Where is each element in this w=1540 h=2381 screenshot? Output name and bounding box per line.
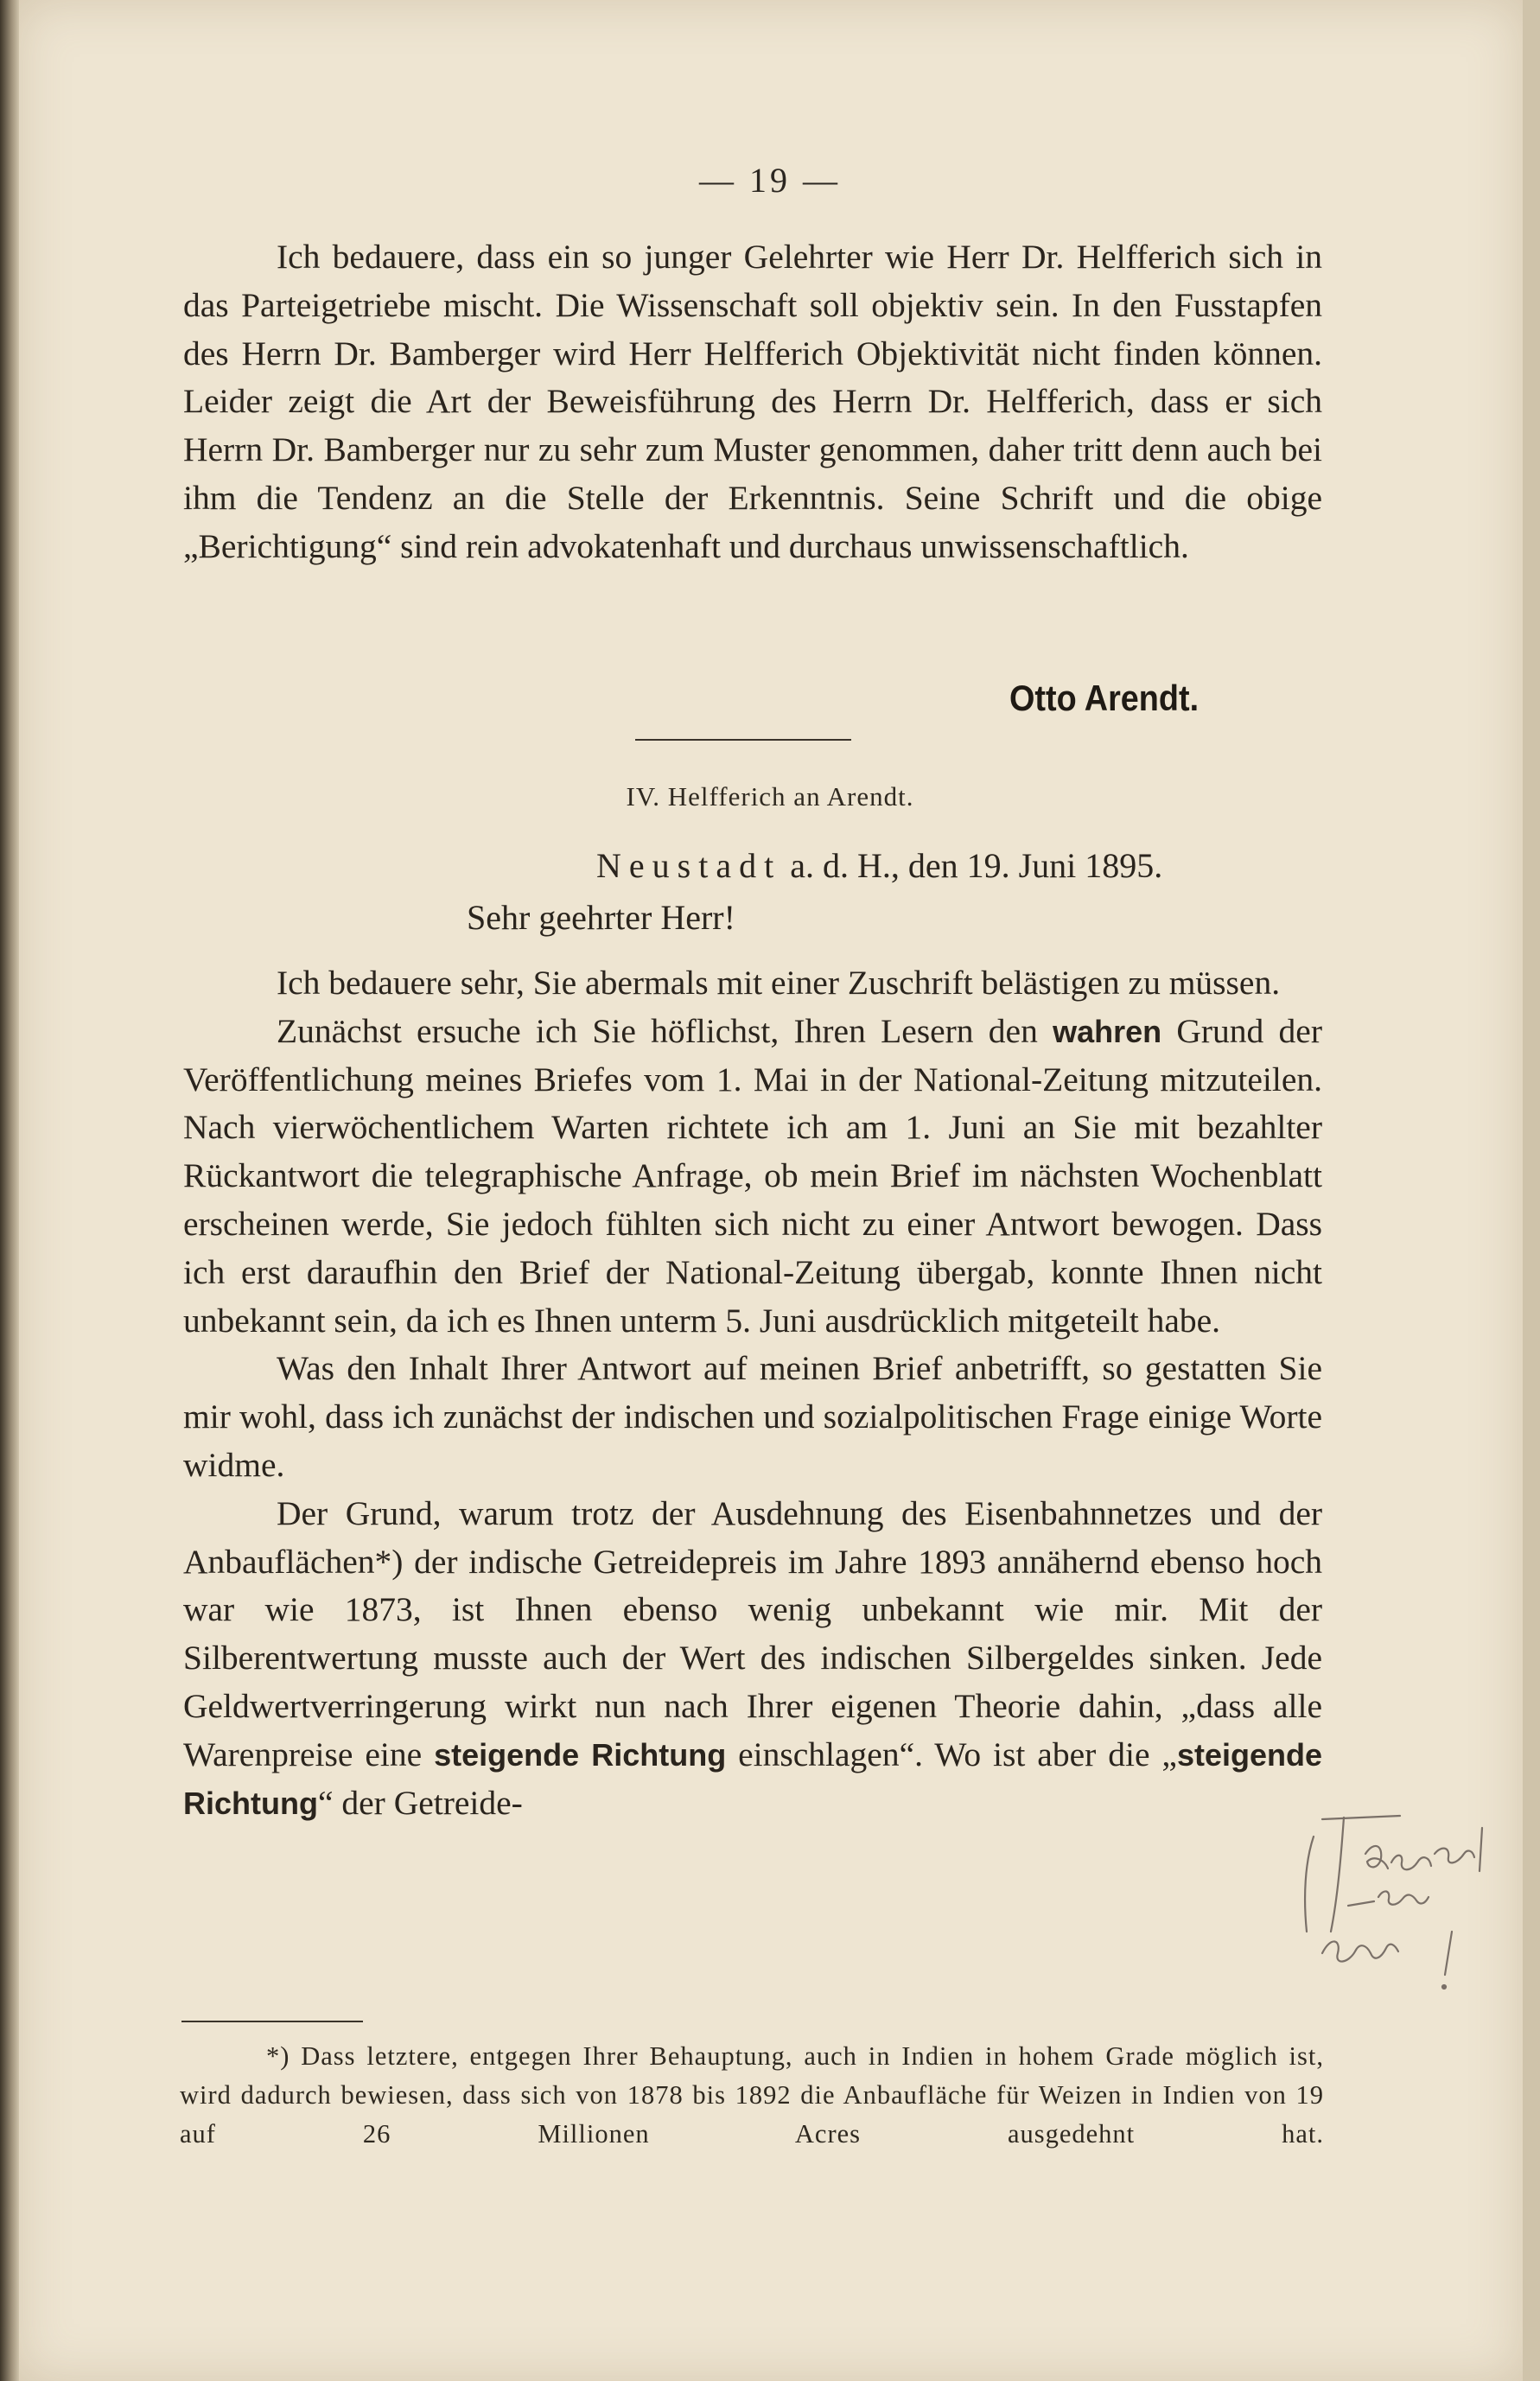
body-text-block-1 xyxy=(183,233,1322,571)
pencil-margin-annotation xyxy=(1296,1802,1530,2018)
paragraph-4: Was den Inhalt Ihrer Antwort auf meinen Brief anbetrifft, so gestatten Sie mir wohl, dass ich zunächst der indischen und sozialpolitischen Frage einige Worte widme. xyxy=(183,1349,1322,1484)
footnote-rule xyxy=(181,2021,363,2022)
paragraph-3-start: Zunächst ersuche ich Sie höflichst, Ihren Lesern den xyxy=(277,1011,1038,1050)
footnote-block xyxy=(180,2037,1324,2154)
paragraph-3-emphasis: wahren xyxy=(1053,1013,1162,1049)
dateline xyxy=(596,845,1162,886)
paragraph-5-emphasis-1: steigende Richtung xyxy=(434,1736,727,1773)
book-binding-edge xyxy=(0,0,19,2381)
signature-rule xyxy=(635,739,851,741)
paragraph-5 xyxy=(183,1490,1322,1828)
paragraph-5-mid: einschlagen“. Wo ist aber die „ xyxy=(738,1735,1177,1773)
dateline-date: a. d. H., den 19. Juni 1895. xyxy=(790,846,1163,885)
paragraph-5-end: “ der Getreide- xyxy=(317,1783,523,1822)
paragraph-2: Ich bedauere sehr, Sie abermals mit einer Zuschrift belästigen zu müssen. xyxy=(277,964,1281,1002)
dateline-place: Neustadt xyxy=(596,846,782,885)
paragraph-1: Ich bedauere, dass ein so junger Gelehrter wie Herr Dr. Helfferich sich in das Parteigetriebe mischt. Die Wissenschaft soll objektiv sein. In den Fusstapfen des Herrn Dr. Bamberger wird Herr Helfferich Objektivität nicht finden können. Leider zeigt die Art der Beweisführung des Herrn Dr. Helfferich, dass er sich Herrn Dr. Bamberger nur zu sehr zum Muster genommen, daher tritt denn auch bei ihm die Tendenz an die Stelle der Erkenntnis. Seine Schrift und die obige „Berichtigung“ sind rein advokatenhaft und durchaus unwissenschaftlich. xyxy=(183,238,1322,565)
paragraph-5-start: Der Grund, warum trotz der Ausdehnung des Eisenbahnnetzes und der Anbauflächen*) der indische Getreidepreis im Jahre 1893 annähernd ebenso hoch war wie 1873, ist Ihnen ebenso wenig unbekannt wie mir. Mit der Silberentwertung musste auch der Wert des indischen Silbergeldes sinken. Jede Geldwertverringerung wirkt nun nach Ihrer eigenen Theorie dahin, „dass alle Warenpreise eine xyxy=(183,1493,1322,1773)
paragraph-3-rest: Grund der Veröffentlichung meines Briefes vom 1. Mai in der National-Zeitung mitzuteilen. Nach vierwöchentlichem Warten richtete ich am 1. Juni an Sie mit bezahlter Rückantwort die telegraphische Anfrage, ob mein Brief im nächsten Wochenblatt erscheinen werde, Sie jedoch fühlten sich nicht zu einer Antwort bewogen. Dass ich erst daraufhin den Brief der National-Zeitung übergab, konnte Ihnen nicht unbekannt sein, da ich es Ihnen unterm 5. Juni ausdrücklich mitgeteilt habe. xyxy=(183,1011,1322,1340)
footnote: *) Dass letztere, entgegen Ihrer Behauptung, auch in Indien in hohem Grade möglich ist, wird dadurch bewiesen, dass sich von 1878 bis 1892 die Anbaufläche für Weizen in Indien von 19 auf 26 Millionen Acres ausgedehnt hat. xyxy=(180,2041,1324,2149)
paragraph-5-emphasis-2: steigende Richtung xyxy=(183,1736,1322,1821)
paragraph-3 xyxy=(183,1008,1322,1346)
section-heading: IV. Helfferich an Arendt. xyxy=(626,781,914,812)
salutation: Sehr geehrter Herr! xyxy=(467,898,735,937)
signature: Otto Arendt. xyxy=(1009,678,1200,718)
body-text-block-2 xyxy=(183,959,1322,1827)
page-number: — 19 — xyxy=(699,161,841,200)
